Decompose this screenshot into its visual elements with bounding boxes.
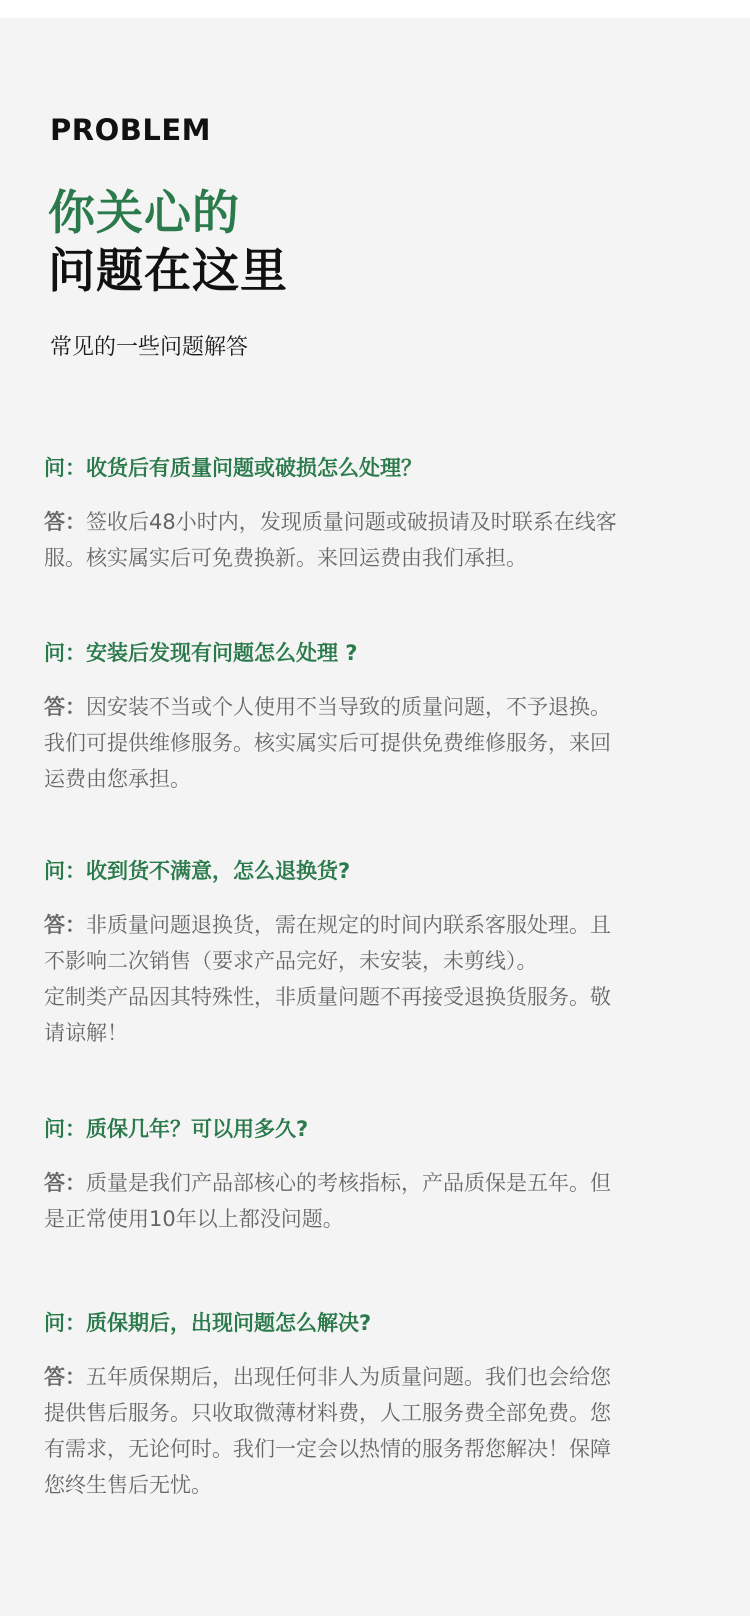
answer-line: 非质量问题退换货，需在规定的时间内联系客服处理。且 bbox=[86, 913, 611, 937]
answer-line: 质量是我们产品部核心的考核指标，产品质保是五年。但 bbox=[86, 1171, 611, 1195]
answer-prefix: 答： bbox=[44, 510, 86, 534]
faq-item bbox=[44, 1113, 704, 1237]
faq-item bbox=[44, 452, 704, 576]
faq-answer bbox=[44, 689, 704, 797]
answer-line: 提供售后服务。只收取微薄材料费，人工服务费全部免费。您 bbox=[44, 1401, 611, 1425]
answer-line: 请谅解！ bbox=[44, 1021, 128, 1045]
section-eyebrow: PROBLEM bbox=[50, 113, 211, 147]
faq-question: 问：收货后有质量问题或破损怎么处理？ bbox=[44, 456, 422, 480]
faq-question: 问：收到货不满意，怎么退换货? bbox=[44, 859, 351, 883]
answer-prefix: 答： bbox=[44, 913, 86, 937]
faq-question: 问：质保几年？可以用多久? bbox=[44, 1117, 309, 1141]
answer-line: 服。核实属实后可免费换新。来回运费由我们承担。 bbox=[44, 546, 527, 570]
page-title: 问题在这里 bbox=[48, 244, 288, 299]
answer-line: 是正常使用10年以上都没问题。 bbox=[44, 1207, 344, 1231]
answer-line: 签收后48小时内，发现质量问题或破损请及时联系在线客 bbox=[86, 510, 617, 534]
faq-answer bbox=[44, 1359, 704, 1503]
answer-line: 运费由您承担。 bbox=[44, 767, 191, 791]
faq-question: 问：质保期后，出现问题怎么解决? bbox=[44, 1311, 372, 1335]
faq-item bbox=[44, 855, 704, 1051]
page-subtitle: 常见的一些问题解答 bbox=[50, 335, 249, 360]
answer-line: 有需求，无论何时。我们一定会以热情的服务帮您解决！保障 bbox=[44, 1437, 611, 1461]
answer-line: 因安装不当或个人使用不当导致的质量问题，不予退换。 bbox=[86, 695, 611, 719]
answer-prefix: 答： bbox=[44, 1171, 86, 1195]
answer-line: 您终生售后无忧。 bbox=[44, 1473, 212, 1497]
faq-question: 问：安装后发现有问题怎么处理 ? bbox=[44, 641, 358, 665]
answer-prefix: 答： bbox=[44, 1365, 86, 1389]
faq-item bbox=[44, 637, 704, 797]
faq-answer bbox=[44, 1165, 704, 1237]
answer-prefix: 答： bbox=[44, 695, 86, 719]
faq-answer bbox=[44, 504, 704, 576]
answer-line: 定制类产品因其特殊性，非质量问题不再接受退换货服务。敬 bbox=[44, 985, 611, 1009]
answer-line: 不影响二次销售（要求产品完好，未安装，未剪线）。 bbox=[44, 949, 538, 973]
page-title-accent: 你关心的 bbox=[48, 186, 240, 241]
answer-line: 五年质保期后，出现任何非人为质量问题。我们也会给您 bbox=[86, 1365, 611, 1389]
faq-item bbox=[44, 1307, 704, 1503]
faq-answer bbox=[44, 907, 704, 1051]
answer-line: 我们可提供维修服务。核实属实后可提供免费维修服务，来回 bbox=[44, 731, 611, 755]
